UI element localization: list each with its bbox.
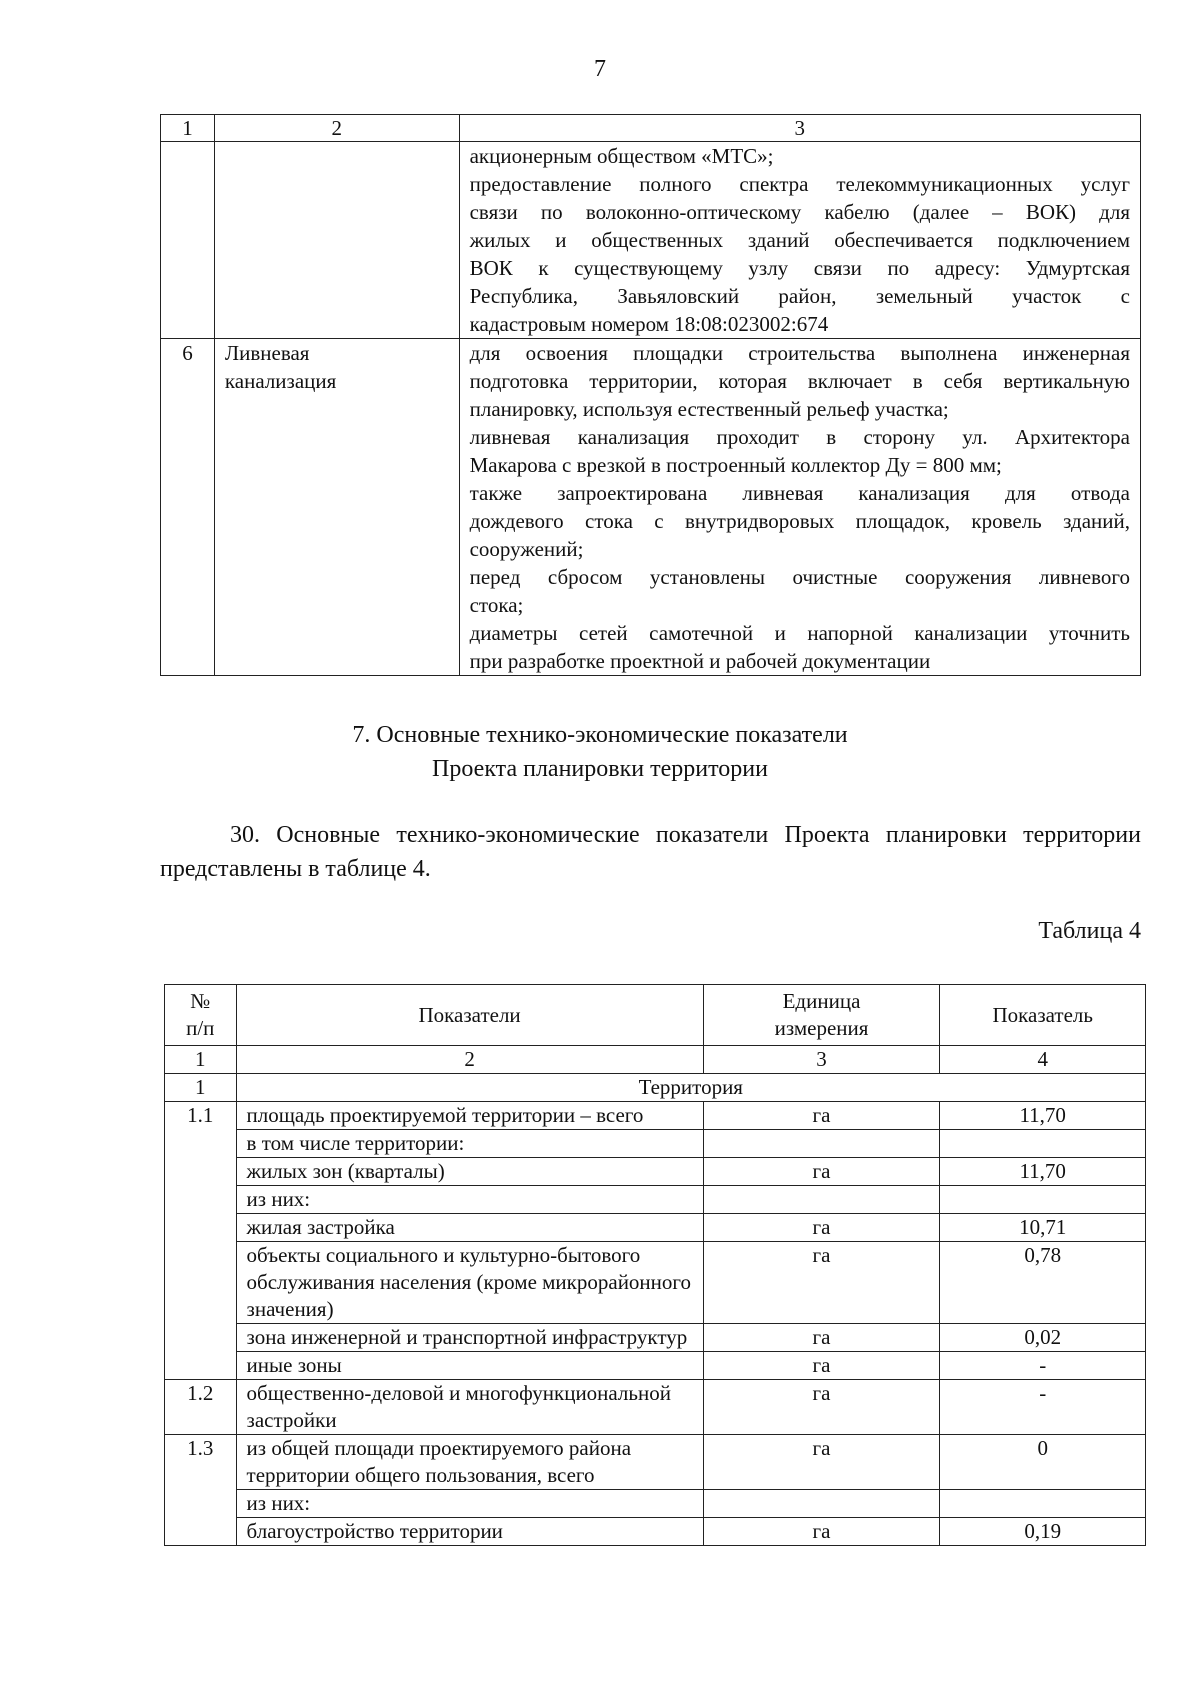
row-label: зона инженерной и транспортной инфраструктур [236, 1324, 703, 1352]
row-label: иные зоны [236, 1352, 703, 1380]
text-line: диаметры сетей самотечной и напорной канализации уточнить [469, 621, 1130, 645]
header-num [165, 985, 237, 1046]
header-unit [703, 985, 940, 1046]
col-number: 3 [703, 1046, 940, 1074]
row-label: общественно-деловой и многофункциональной застройки [236, 1380, 703, 1435]
row-value [940, 1130, 1146, 1158]
row-unit: га [703, 1352, 940, 1380]
row-num: 1.3 [165, 1435, 237, 1546]
row-label: жилая застройка [236, 1214, 703, 1242]
row-value: 0 [940, 1435, 1146, 1490]
table-row [165, 1490, 1146, 1518]
row-label: в том числе территории: [236, 1130, 703, 1158]
table-row [165, 1130, 1146, 1158]
header-col-2: 2 [214, 115, 459, 142]
row-label: из общей площади проектируемого района территории общего пользования, всего [236, 1435, 703, 1490]
row-value [940, 1490, 1146, 1518]
row-description-cell [459, 339, 1140, 676]
text-line: акционерным обществом «МТС»; [469, 144, 774, 168]
paragraph-30: 30. Основные технико-экономические показатели Проекта планировки территории представлены в таблице 4. [160, 822, 1141, 882]
table-row [165, 1435, 1146, 1490]
table-row [165, 1242, 1146, 1324]
row-name-cell [214, 142, 459, 339]
table-row [165, 1102, 1146, 1130]
text-line: Макарова с врезкой в построенный коллектор Ду = 800 мм; [469, 453, 1002, 477]
row-num: 1.2 [165, 1380, 237, 1435]
row-label: из них: [236, 1186, 703, 1214]
table-row [165, 1186, 1146, 1214]
row-value: 0,02 [940, 1324, 1146, 1352]
text-line: ливневая канализация проходит в сторону ул. Архитектора [469, 425, 1130, 449]
row-num-cell: 6 [161, 339, 215, 676]
header-col-1: 1 [161, 115, 215, 142]
section-heading-line-1: 7. Основные технико-экономические показатели [352, 722, 848, 748]
section-heading-line-2: Проекта планировки территории [432, 756, 768, 782]
table-row [165, 1214, 1146, 1242]
header-value: Показатель [940, 985, 1146, 1046]
text-line: дождевого стока с внутридворовых площадок, кровель зданий, [469, 509, 1130, 533]
page-number: 7 [594, 56, 606, 82]
table-row [165, 1518, 1146, 1546]
header-col-3: 3 [459, 115, 1140, 142]
table-row [165, 1352, 1146, 1380]
text-line: планировку, используя естественный рельеф участка; [469, 397, 949, 421]
row-value: 10,71 [940, 1214, 1146, 1242]
text-line: сооружений; [469, 537, 584, 561]
row-value: - [940, 1352, 1146, 1380]
row-name-line: канализация [224, 369, 337, 393]
row-label: объекты социального и культурно-бытового обслуживания населения (кроме микрорайонного значения) [236, 1242, 703, 1324]
row-unit: га [703, 1214, 940, 1242]
col-number: 4 [940, 1046, 1146, 1074]
row-unit: га [703, 1518, 940, 1546]
table-row-continued [161, 142, 1141, 339]
section-title: Территория [236, 1074, 1145, 1102]
text-line: перед сбросом установлены очистные сооружения ливневого [469, 565, 1130, 589]
section-row [165, 1074, 1146, 1102]
header-num-line-1: № [190, 989, 211, 1013]
row-unit: га [703, 1102, 940, 1130]
text-line: кадастровым номером 18:08:023002:674 [469, 312, 829, 336]
row-unit: га [703, 1435, 940, 1490]
text-line: жилых и общественных зданий обеспечивается подключением [469, 228, 1130, 252]
table-caption: Таблица 4 [1038, 918, 1141, 944]
row-value: 0,19 [940, 1518, 1146, 1546]
text-line: предоставление полного спектра телекоммуникационных услуг [469, 172, 1130, 196]
row-unit: га [703, 1324, 940, 1352]
col-number: 1 [165, 1046, 237, 1074]
text-line: для освоения площадки строительства выполнена инженерная [469, 341, 1130, 365]
text-line: стока; [469, 593, 524, 617]
row-unit [703, 1490, 940, 1518]
text-line: Республика, Завьяловский район, земельный участок с [469, 284, 1130, 308]
row-value: 11,70 [940, 1158, 1146, 1186]
section-heading [0, 718, 1200, 786]
row-unit: га [703, 1158, 940, 1186]
row-value: 11,70 [940, 1102, 1146, 1130]
table-row [165, 1380, 1146, 1435]
row-name-line: Ливневая [224, 341, 310, 365]
indicators-table [164, 984, 1146, 1546]
section-num: 1 [165, 1074, 237, 1102]
row-label: из них: [236, 1490, 703, 1518]
text-line: связи по волоконно-оптическому кабелю (далее – ВОК) для [469, 200, 1130, 224]
row-num: 1.1 [165, 1102, 237, 1380]
table-header-row [165, 985, 1146, 1046]
row-unit: га [703, 1380, 940, 1435]
text-line: также запроектирована ливневая канализация для отвода [469, 481, 1130, 505]
row-num-cell [161, 142, 215, 339]
text-line: при разработке проектной и рабочей документации [469, 649, 931, 673]
table-header-row [161, 115, 1141, 142]
text-line: ВОК к существующему узлу связи по адресу: Удмуртская [469, 256, 1130, 280]
table-row [165, 1324, 1146, 1352]
col-number: 2 [236, 1046, 703, 1074]
text-line: подготовка территории, которая включает в себя вертикальную [469, 369, 1130, 393]
row-label: жилых зон (кварталы) [236, 1158, 703, 1186]
row-label: площадь проектируемой территории – всего [236, 1102, 703, 1130]
column-number-row [165, 1046, 1146, 1074]
utilities-table [160, 114, 1141, 676]
indicators-rows [165, 1102, 1146, 1546]
row-name-cell [214, 339, 459, 676]
row-value [940, 1186, 1146, 1214]
row-unit [703, 1130, 940, 1158]
header-indicators: Показатели [236, 985, 703, 1046]
row-unit: га [703, 1242, 940, 1324]
table-row [165, 1158, 1146, 1186]
row-value: - [940, 1380, 1146, 1435]
row-value: 0,78 [940, 1242, 1146, 1324]
row-unit [703, 1186, 940, 1214]
header-num-line-2: п/п [186, 1016, 215, 1040]
header-unit-line-2: измерения [774, 1016, 869, 1040]
table-row-6 [161, 339, 1141, 676]
row-description-cell [459, 142, 1140, 339]
header-unit-line-1: Единица [782, 989, 861, 1013]
row-label: благоустройство территории [236, 1518, 703, 1546]
